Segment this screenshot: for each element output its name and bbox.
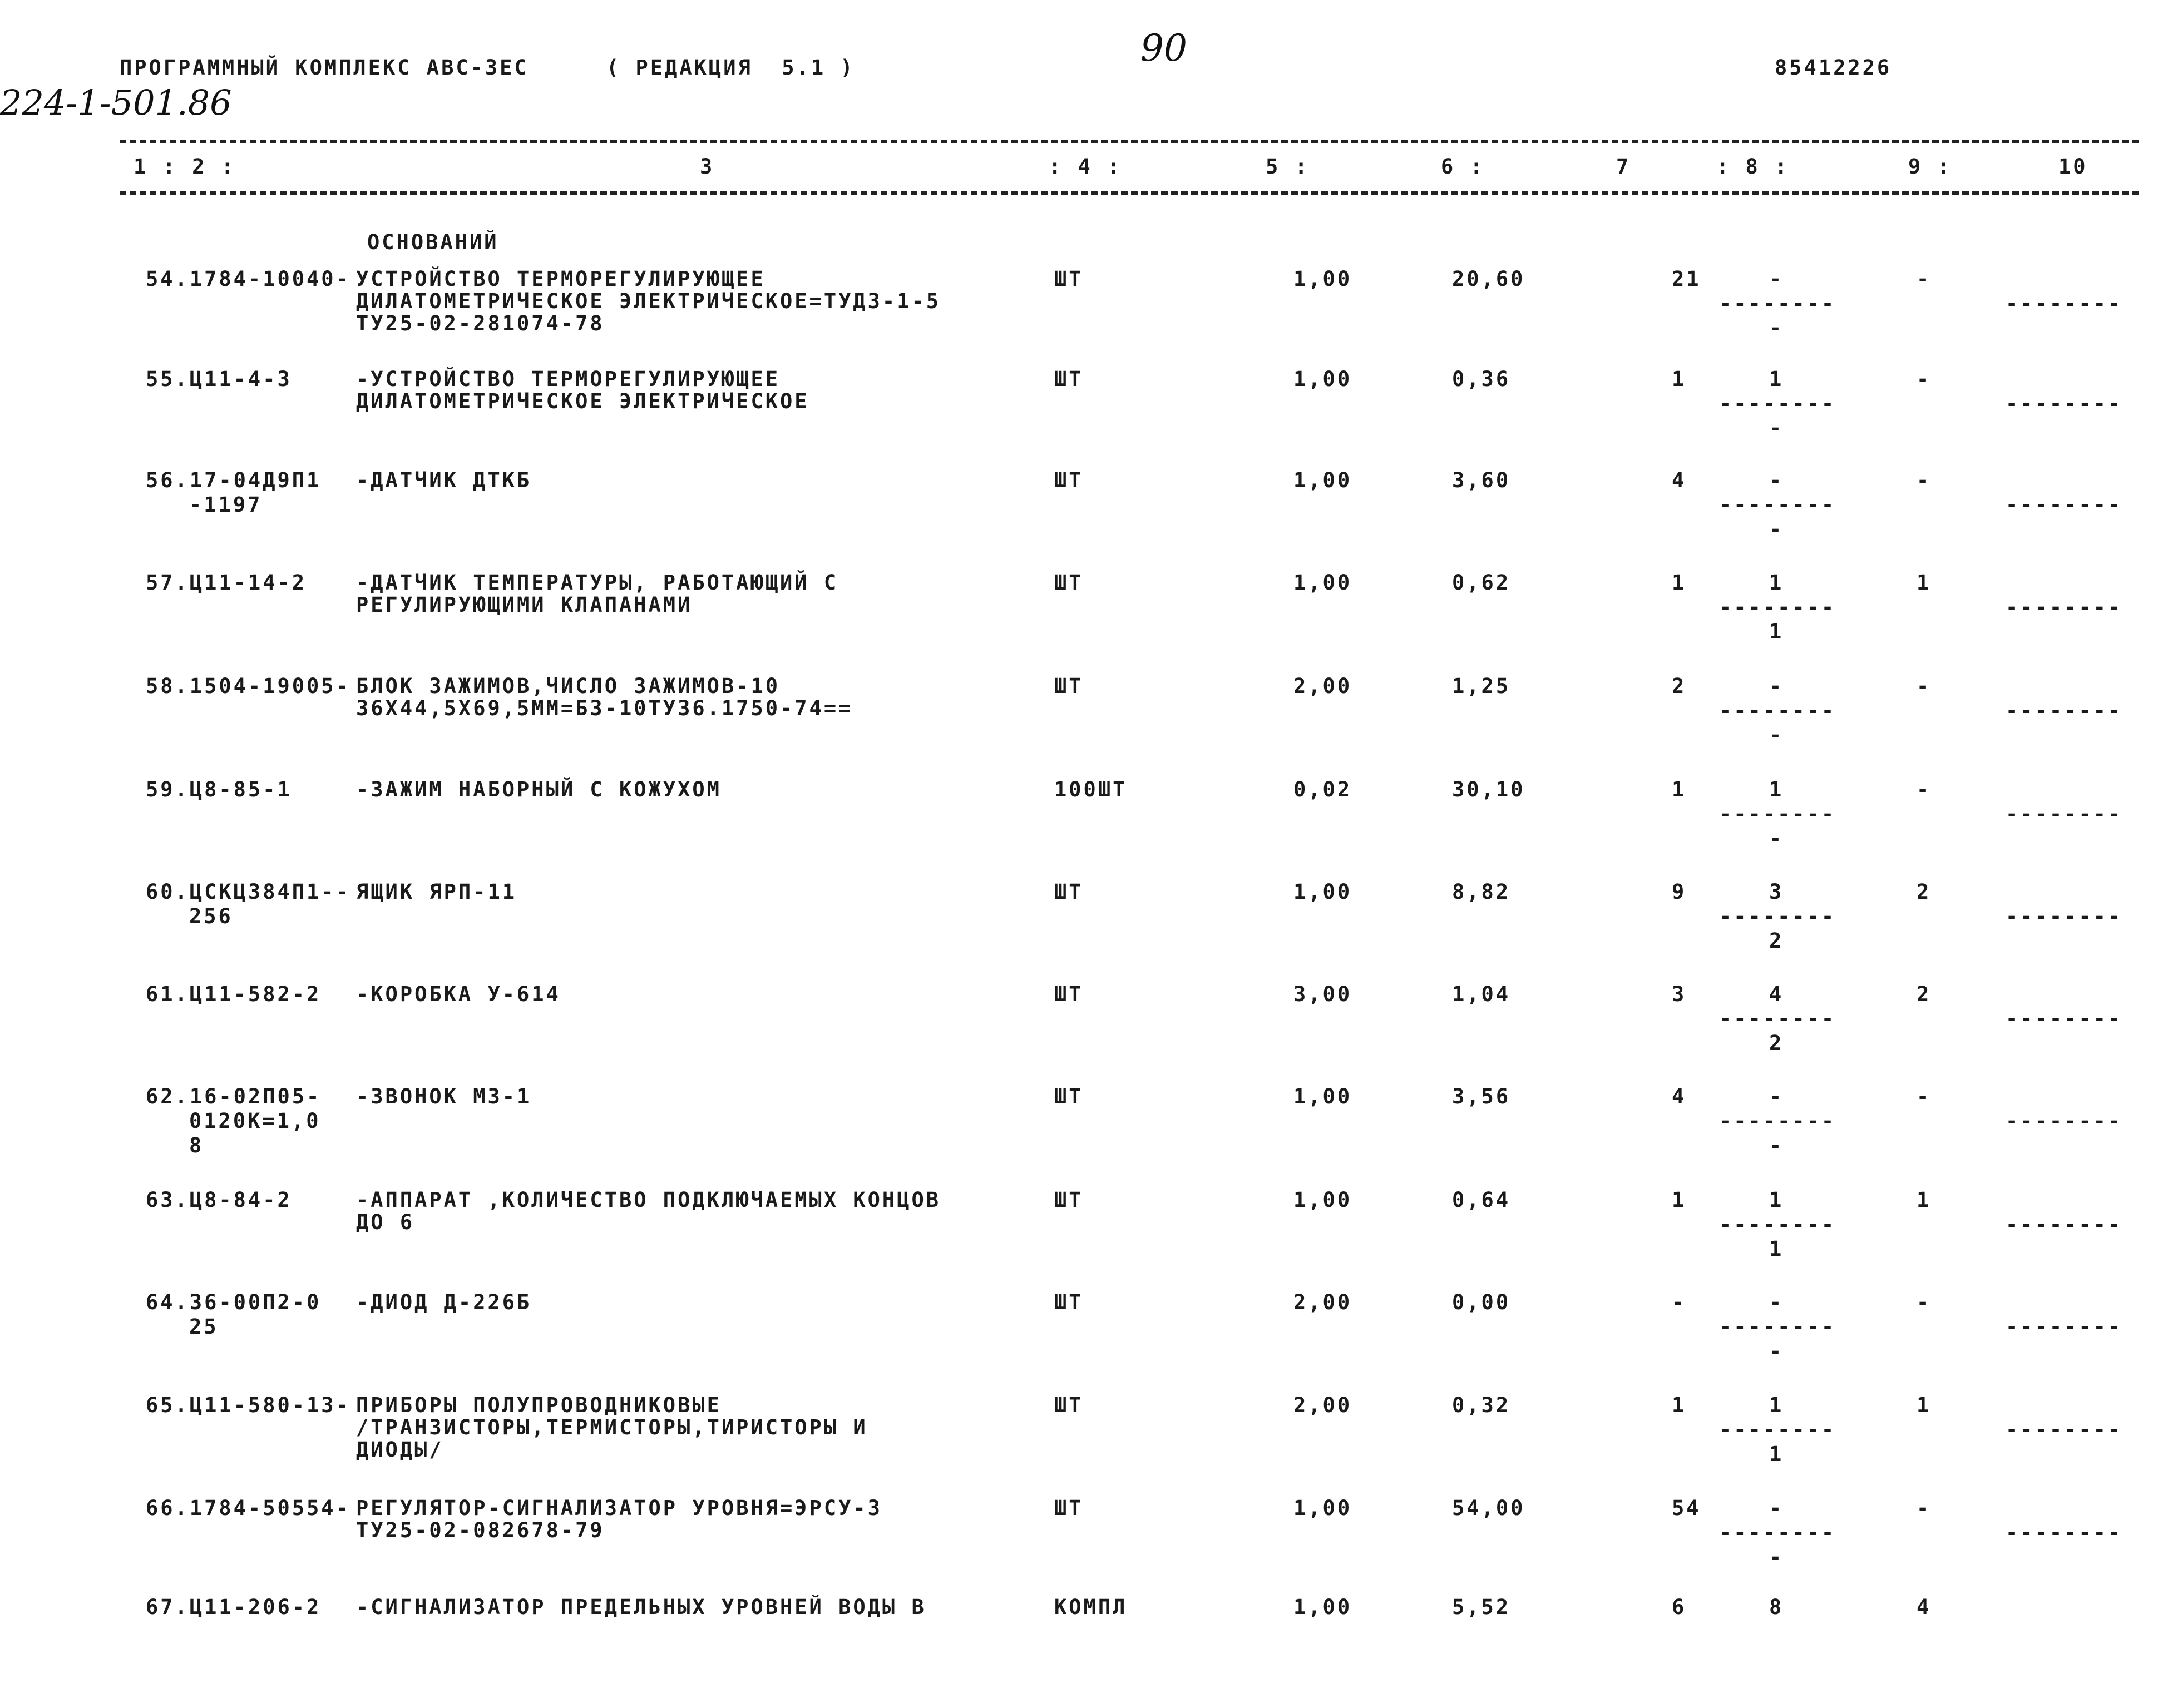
item-total: 54: [1672, 1496, 1701, 1520]
item-description: -ДАТЧИК ДТКБ: [356, 468, 532, 492]
item-code-cont: -1197: [189, 493, 263, 517]
item-description: 36Х44,5Х69,5ММ=БЗ-10ТУ36.1750-74==: [356, 696, 853, 720]
item-price: 1,25: [1452, 674, 1511, 698]
item-description: /ТРАНЗИСТОРЫ,ТЕРМИСТОРЫ,ТИРИСТОРЫ И: [356, 1415, 868, 1439]
item-price: 0,36: [1452, 367, 1511, 391]
item-code: 55.Ц11-4-3: [146, 367, 292, 391]
header-rule-bottom: [120, 191, 2139, 195]
col9-value: 2: [1917, 982, 1932, 1006]
item-unit: ШТ: [1054, 571, 1084, 595]
col8-bottom-value: 2: [1769, 929, 1784, 953]
col10-value: --------: [2006, 1212, 2123, 1236]
col10-value: --------: [2006, 392, 2123, 415]
item-total: 1: [1672, 778, 1687, 801]
col8-top-value: -: [1769, 1290, 1784, 1314]
col9-value: 2: [1917, 880, 1932, 904]
item-description: ТУ25-02-281074-78: [356, 311, 605, 335]
item-description: -АППАРАТ ,КОЛИЧЕСТВО ПОДКЛЮЧАЕМЫХ КОНЦОВ: [356, 1188, 941, 1212]
col9-value: -: [1917, 367, 1932, 391]
item-code: 57.Ц11-14-2: [146, 571, 307, 595]
col8-bottom-value: -: [1769, 723, 1784, 747]
item-price: 8,82: [1452, 880, 1511, 904]
fraction-line: --------: [1719, 904, 1836, 928]
item-total: 9: [1672, 880, 1687, 904]
fraction-line: --------: [1719, 1418, 1836, 1442]
item-total: 1: [1672, 1393, 1687, 1417]
doc-number-handwritten: 224-1-501.86: [0, 82, 232, 123]
item-unit: ШТ: [1054, 880, 1084, 904]
col9-value: -: [1917, 778, 1932, 801]
item-code: 61.Ц11-582-2: [146, 982, 322, 1006]
item-total: 21: [1672, 267, 1701, 291]
item-description: -ДИОД Д-226Б: [356, 1290, 532, 1314]
item-quantity: 1,00: [1293, 468, 1352, 492]
col10-value: --------: [2006, 1007, 2123, 1031]
item-code: 54.1784-10040-: [146, 267, 350, 291]
fraction-line: --------: [1719, 802, 1836, 826]
table-row: [0, 1188, 2168, 1288]
item-description: ДИЛАТОМЕТРИЧЕСКОЕ ЭЛЕКТРИЧЕСКОЕ=ТУДЗ-1-5: [356, 289, 941, 313]
edition-label: ( РЕДАКЦИЯ 5.1 ): [606, 56, 855, 80]
item-unit: 100ШТ: [1054, 778, 1128, 801]
fraction-line: --------: [1719, 595, 1836, 619]
col8-top-value: 3: [1769, 880, 1784, 904]
item-quantity: 1,00: [1293, 1188, 1352, 1212]
item-quantity: 1,00: [1293, 571, 1352, 595]
col8-bottom-value: 2: [1769, 1031, 1784, 1055]
item-quantity: 3,00: [1293, 982, 1352, 1006]
col8-bottom-value: -: [1769, 1339, 1784, 1363]
item-price: 1,04: [1452, 982, 1511, 1006]
col9-value: -: [1917, 1496, 1932, 1520]
item-unit: ШТ: [1054, 1188, 1084, 1212]
item-price: 3,60: [1452, 468, 1511, 492]
item-unit: ШТ: [1054, 982, 1084, 1006]
col-10-header: 10: [2058, 155, 2088, 179]
col8-bottom-value: -: [1769, 1545, 1784, 1569]
col-6-header: 6 :: [1441, 155, 1485, 179]
fraction-line: --------: [1719, 493, 1836, 517]
col10-value: --------: [2006, 904, 2123, 928]
item-code-cont: 0120К=1,0: [189, 1109, 321, 1133]
item-code-cont: 25: [189, 1315, 219, 1339]
table-row: [0, 1496, 2168, 1596]
item-description: -СИГНАЛИЗАТОР ПРЕДЕЛЬНЫХ УРОВНЕЙ ВОДЫ В: [356, 1595, 926, 1619]
item-quantity: 0,02: [1293, 778, 1352, 801]
item-description: ДО 6: [356, 1210, 415, 1234]
item-price: 0,00: [1452, 1290, 1511, 1314]
item-description: ТУ25-02-082678-79: [356, 1518, 605, 1542]
item-code: 62.16-02П05-: [146, 1085, 322, 1108]
col8-top-value: 1: [1769, 1188, 1784, 1212]
col9-value: -: [1917, 468, 1932, 492]
fraction-line: --------: [1719, 1212, 1836, 1236]
item-unit: ШТ: [1054, 1085, 1084, 1108]
col10-value: --------: [2006, 493, 2123, 517]
col10-value: --------: [2006, 699, 2123, 722]
item-unit: ШТ: [1054, 674, 1084, 698]
col9-value: 1: [1917, 1393, 1932, 1417]
item-code: 58.1504-19005-: [146, 674, 350, 698]
item-total: 3: [1672, 982, 1687, 1006]
col8-top-value: -: [1769, 674, 1784, 698]
col-3-header: 3: [700, 155, 715, 179]
fraction-line: --------: [1719, 1315, 1836, 1339]
col8-bottom-value: -: [1769, 1133, 1784, 1157]
item-description: РЕГУЛИРУЮЩИМИ КЛАПАНАМИ: [356, 593, 693, 617]
item-unit: ШТ: [1054, 468, 1084, 492]
item-code: 67.Ц11-206-2: [146, 1595, 322, 1619]
col10-value: --------: [2006, 1315, 2123, 1339]
col9-value: -: [1917, 1290, 1932, 1314]
page-number: 90: [1140, 27, 1187, 70]
col8-top-value: 1: [1769, 571, 1784, 595]
table-row: [0, 367, 2168, 467]
item-quantity: 1,00: [1293, 367, 1352, 391]
item-code: 56.17-04Д9П1: [146, 468, 322, 492]
document-code: 85412226: [1775, 56, 1892, 80]
table-row: [0, 1393, 2168, 1493]
item-description: -УСТРОЙСТВО ТЕРМОРЕГУЛИРУЮЩЕЕ: [356, 367, 781, 391]
item-description: -ДАТЧИК ТЕМПЕРАТУРЫ, РАБОТАЮЩИЙ С: [356, 571, 839, 595]
item-code: 60.ЦСКЦ384П1--: [146, 880, 350, 904]
col8-top-value: -: [1769, 1085, 1784, 1108]
col10-value: --------: [2006, 1418, 2123, 1442]
table-row: [0, 880, 2168, 980]
item-unit: ШТ: [1054, 267, 1084, 291]
item-price: 0,32: [1452, 1393, 1511, 1417]
item-description: ДИОДЫ/: [356, 1438, 444, 1462]
col8-top-value: 4: [1769, 982, 1784, 1006]
table-row: [0, 982, 2168, 1082]
item-code: 59.Ц8-85-1: [146, 778, 292, 801]
fraction-line: --------: [1719, 1109, 1836, 1133]
item-quantity: 2,00: [1293, 674, 1352, 698]
item-total: 6: [1672, 1595, 1687, 1619]
item-description: УСТРОЙСТВО ТЕРМОРЕГУЛИРУЮЩЕЕ: [356, 267, 766, 291]
col9-value: 1: [1917, 1188, 1932, 1212]
item-total: -: [1672, 1290, 1687, 1314]
table-row: [0, 468, 2168, 568]
col8-top-value: 1: [1769, 778, 1784, 801]
col8-bottom-value: -: [1769, 416, 1784, 440]
col10-value: --------: [2006, 1521, 2123, 1544]
col9-value: -: [1917, 674, 1932, 698]
item-description: ЯЩИК ЯРП-11: [356, 880, 517, 904]
col8-bottom-value: 1: [1769, 1442, 1784, 1466]
col8-top-value: -: [1769, 1496, 1784, 1520]
item-description: -КОРОБКА У-614: [356, 982, 561, 1006]
item-description: ДИЛАТОМЕТРИЧЕСКОЕ ЭЛЕКТРИЧЕСКОЕ: [356, 389, 809, 413]
item-price: 0,62: [1452, 571, 1511, 595]
col10-value: --------: [2006, 1109, 2123, 1133]
col9-value: -: [1917, 267, 1932, 291]
header-rule-top: [120, 140, 2139, 143]
item-total: 1: [1672, 1188, 1687, 1212]
item-quantity: 2,00: [1293, 1393, 1352, 1417]
table-row: [0, 1595, 2168, 1695]
col10-value: --------: [2006, 291, 2123, 315]
item-quantity: 1,00: [1293, 1496, 1352, 1520]
col8-bottom-value: -: [1769, 826, 1784, 850]
item-total: 2: [1672, 674, 1687, 698]
section-title: ОСНОВАНИЙ: [367, 230, 499, 254]
item-price: 5,52: [1452, 1595, 1511, 1619]
col-7-header: 7: [1616, 155, 1631, 179]
item-unit: ШТ: [1054, 1393, 1084, 1417]
table-row: [0, 571, 2168, 671]
item-price: 3,56: [1452, 1085, 1511, 1108]
col9-value: 1: [1917, 571, 1932, 595]
item-description: РЕГУЛЯТОР-СИГНАЛИЗАТОР УРОВНЯ=ЭРСУ-3: [356, 1496, 882, 1520]
item-code-cont: 256: [189, 904, 233, 928]
col10-value: --------: [2006, 595, 2123, 619]
col8-bottom-value: 1: [1769, 620, 1784, 643]
col9-value: 4: [1917, 1595, 1932, 1619]
item-price: 0,64: [1452, 1188, 1511, 1212]
program-title: ПРОГРАММНЫЙ КОМПЛЕКС АВС-ЗЕС: [120, 56, 529, 80]
fraction-line: --------: [1719, 291, 1836, 315]
col-5-header: 5 :: [1266, 155, 1310, 179]
table-row: [0, 674, 2168, 774]
col8-top-value: 1: [1769, 367, 1784, 391]
table-row: [0, 1290, 2168, 1390]
item-total: 1: [1672, 571, 1687, 595]
col-8-header: : 8 :: [1716, 155, 1790, 179]
col8-top-value: 1: [1769, 1393, 1784, 1417]
col8-bottom-value: -: [1769, 517, 1784, 541]
item-code: 65.Ц11-580-13-: [146, 1393, 350, 1417]
item-unit: ШТ: [1054, 367, 1084, 391]
table-row: [0, 267, 2168, 367]
fraction-line: --------: [1719, 1521, 1836, 1544]
table-row: [0, 1085, 2168, 1185]
item-price: 54,00: [1452, 1496, 1525, 1520]
col8-bottom-value: 1: [1769, 1237, 1784, 1261]
fraction-line: --------: [1719, 699, 1836, 722]
col8-top-value: -: [1769, 468, 1784, 492]
item-code-cont: 8: [189, 1133, 204, 1157]
item-total: 1: [1672, 367, 1687, 391]
fraction-line: --------: [1719, 1007, 1836, 1031]
col8-top-value: 8: [1769, 1595, 1784, 1619]
col-4-header: : 4 :: [1049, 155, 1122, 179]
item-total: 4: [1672, 1085, 1687, 1108]
table-row: [0, 778, 2168, 878]
col8-bottom-value: -: [1769, 316, 1784, 340]
item-code: 66.1784-50554-: [146, 1496, 350, 1520]
item-unit: ШТ: [1054, 1496, 1084, 1520]
col-9-header: 9 :: [1908, 155, 1952, 179]
item-unit: ШТ: [1054, 1290, 1084, 1314]
item-price: 20,60: [1452, 267, 1525, 291]
item-quantity: 1,00: [1293, 267, 1352, 291]
item-quantity: 1,00: [1293, 1595, 1352, 1619]
item-description: -ЗАЖИМ НАБОРНЫЙ С КОЖУХОМ: [356, 778, 722, 801]
item-quantity: 1,00: [1293, 1085, 1352, 1108]
col9-value: -: [1917, 1085, 1932, 1108]
item-code: 63.Ц8-84-2: [146, 1188, 292, 1212]
item-unit: КОМПЛ: [1054, 1595, 1128, 1619]
col-1-2-header: 1 : 2 :: [134, 155, 236, 179]
fraction-line: --------: [1719, 392, 1836, 415]
item-description: ПРИБОРЫ ПОЛУПРОВОДНИКОВЫЕ: [356, 1393, 722, 1417]
item-description: БЛОК ЗАЖИМОВ,ЧИСЛО ЗАЖИМОВ-10: [356, 674, 781, 698]
item-quantity: 2,00: [1293, 1290, 1352, 1314]
col8-top-value: -: [1769, 267, 1784, 291]
col10-value: --------: [2006, 802, 2123, 826]
item-code: 64.36-00П2-0: [146, 1290, 322, 1314]
item-quantity: 1,00: [1293, 880, 1352, 904]
item-description: -ЗВОНОК МЗ-1: [356, 1085, 532, 1108]
item-price: 30,10: [1452, 778, 1525, 801]
item-total: 4: [1672, 468, 1687, 492]
